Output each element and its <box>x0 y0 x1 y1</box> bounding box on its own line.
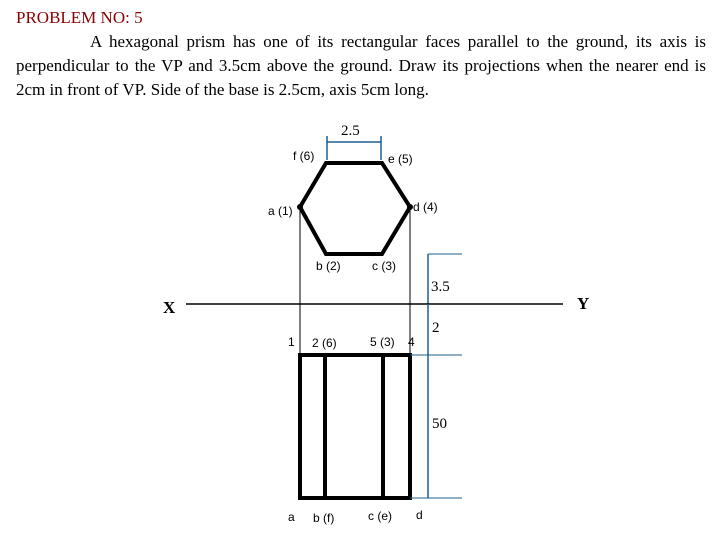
problem-statement: A hexagonal prism has one of its rectangular faces parallel to the ground, its axis is perpendicular to the VP and 3.5cm above the ground. Draw its projections when the nearer end is 2cm in front of VP. Side of the base is 2.5cm, axis 5cm long. <box>16 32 706 99</box>
label-point-5-3: 5 (3) <box>370 335 395 349</box>
prism-rectangle-view <box>300 355 410 498</box>
bottom-label-b-f: b (f) <box>313 511 335 525</box>
axis-length-label: 50 <box>432 416 447 432</box>
reference-label-x: X <box>163 298 176 317</box>
label-vertex-b: b (2) <box>316 259 341 273</box>
label-vertex-e: e (5) <box>388 152 413 166</box>
label-point-2-6: 2 (6) <box>312 336 337 350</box>
hexagon-top-view <box>300 163 410 254</box>
bottom-label-d: d <box>416 508 423 522</box>
label-vertex-d: d (4) <box>413 200 438 214</box>
problem-title: PROBLEM NO: 5 <box>16 8 143 27</box>
label-vertex-f: f (6) <box>293 149 315 163</box>
front-distance-label: 2 <box>432 320 440 336</box>
bottom-label-a: a <box>288 510 295 524</box>
label-vertex-a: a (1) <box>268 204 293 218</box>
reference-label-y: Y <box>577 294 590 313</box>
side-dimension-label: 2.5 <box>341 123 360 139</box>
bottom-label-c-e: c (e) <box>368 509 392 523</box>
label-point-4: 4 <box>408 335 415 349</box>
height-dimension-label: 3.5 <box>431 279 450 295</box>
label-point-1: 1 <box>288 335 295 349</box>
label-vertex-c: c (3) <box>372 259 396 273</box>
